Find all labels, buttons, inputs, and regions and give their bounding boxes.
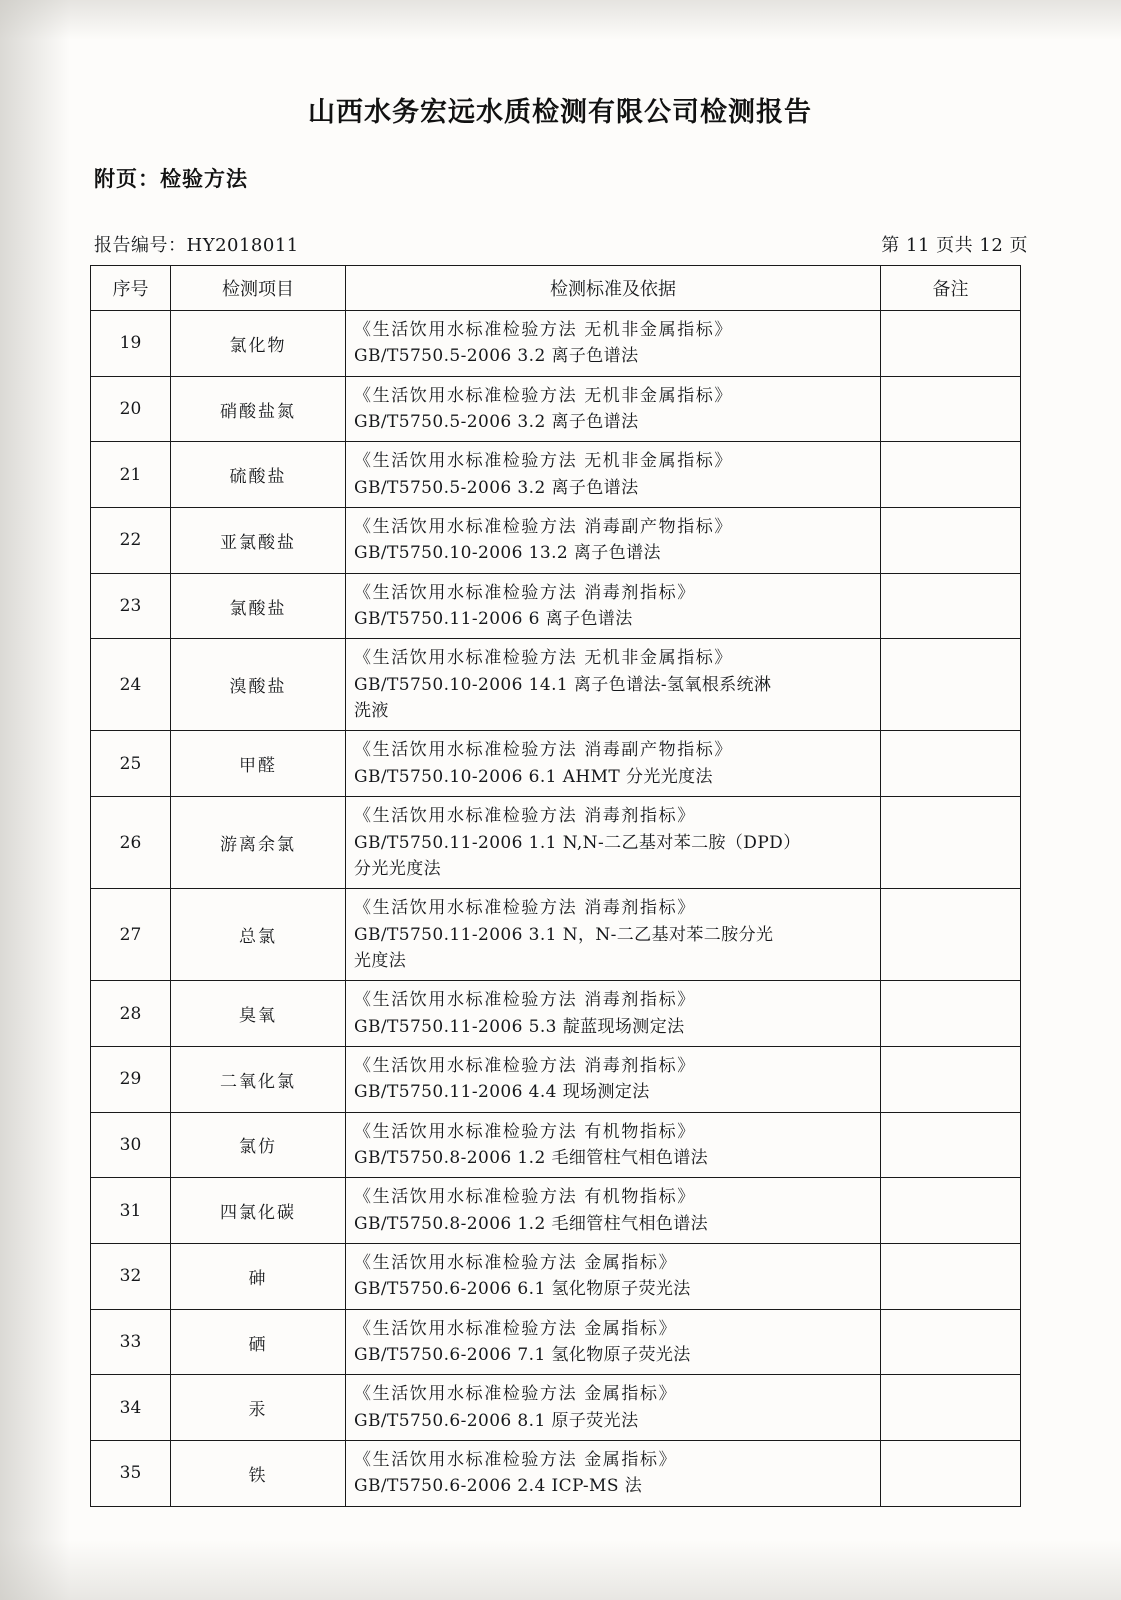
table-header-row — [91, 266, 1021, 311]
cell-item: 溴酸盐 — [171, 639, 346, 731]
cell-remark — [881, 1046, 1021, 1112]
standard-line2: GB/T5750.5-2006 3.2 离子色谱法 — [354, 412, 639, 433]
standard-line3: 光度法 — [354, 950, 407, 971]
scan-shadow-left — [0, 0, 70, 1600]
cell-remark — [881, 1309, 1021, 1375]
column-header-item: 检测项目 — [171, 266, 346, 311]
table-row — [91, 797, 1021, 889]
cell-standard — [346, 1375, 881, 1441]
standard-line2: GB/T5750.6-2006 8.1 原子荧光法 — [354, 1410, 639, 1431]
cell-no: 19 — [91, 311, 171, 377]
cell-no: 26 — [91, 797, 171, 889]
table-row — [91, 376, 1021, 442]
cell-item: 臭氧 — [171, 981, 346, 1047]
standard-line2: GB/T5750.5-2006 3.2 离子色谱法 — [354, 346, 639, 367]
cell-item: 二氧化氯 — [171, 1046, 346, 1112]
page-number: 第 11 页共 12 页 — [881, 235, 1028, 256]
cell-remark — [881, 1375, 1021, 1441]
standard-line2: GB/T5750.6-2006 2.4 ICP-MS 法 — [354, 1476, 643, 1497]
standard-line2: GB/T5750.11-2006 5.3 靛蓝现场测定法 — [354, 1016, 685, 1037]
standard-line2: GB/T5750.8-2006 1.2 毛细管柱气相色谱法 — [354, 1213, 709, 1234]
cell-remark — [881, 639, 1021, 731]
standard-line2: GB/T5750.6-2006 6.1 氢化物原子荧光法 — [354, 1279, 691, 1300]
table-row — [91, 1178, 1021, 1244]
table-row — [91, 1046, 1021, 1112]
test-methods-table — [90, 265, 1021, 1507]
table-row — [91, 1309, 1021, 1375]
standard-line1: 《生活饮用水标准检验方法 无机非金属指标》 — [354, 451, 734, 472]
scan-shadow-bottom — [0, 1540, 1121, 1600]
cell-standard — [346, 1046, 881, 1112]
cell-no: 27 — [91, 889, 171, 981]
cell-no: 34 — [91, 1375, 171, 1441]
cell-remark — [881, 731, 1021, 797]
table-row — [91, 731, 1021, 797]
cell-item: 铁 — [171, 1441, 346, 1507]
cell-item: 氯化物 — [171, 311, 346, 377]
cell-no: 25 — [91, 731, 171, 797]
column-header-standard: 检测标准及依据 — [346, 266, 881, 311]
cell-remark — [881, 573, 1021, 639]
cell-item: 四氯化碳 — [171, 1178, 346, 1244]
standard-line1: 《生活饮用水标准检验方法 无机非金属指标》 — [354, 648, 734, 669]
document-meta — [94, 231, 1028, 257]
cell-no: 23 — [91, 573, 171, 639]
cell-no: 29 — [91, 1046, 171, 1112]
cell-remark — [881, 508, 1021, 574]
cell-no: 28 — [91, 981, 171, 1047]
standard-line1: 《生活饮用水标准检验方法 消毒剂指标》 — [354, 990, 696, 1011]
standard-line1: 《生活饮用水标准检验方法 无机非金属指标》 — [354, 385, 734, 406]
cell-no: 32 — [91, 1243, 171, 1309]
cell-standard — [346, 1243, 881, 1309]
standard-line1: 《生活饮用水标准检验方法 消毒剂指标》 — [354, 582, 696, 603]
cell-no: 20 — [91, 376, 171, 442]
cell-no: 21 — [91, 442, 171, 508]
cell-no: 30 — [91, 1112, 171, 1178]
table-row — [91, 1375, 1021, 1441]
table-row — [91, 889, 1021, 981]
cell-no: 22 — [91, 508, 171, 574]
standard-line1: 《生活饮用水标准检验方法 金属指标》 — [354, 1450, 678, 1471]
cell-standard — [346, 1309, 881, 1375]
table-row — [91, 573, 1021, 639]
cell-item: 甲醛 — [171, 731, 346, 797]
standard-line2: GB/T5750.11-2006 3.1 N，N-二乙基对苯二胺分光 — [354, 924, 774, 945]
cell-standard — [346, 889, 881, 981]
cell-standard — [346, 981, 881, 1047]
standard-line1: 《生活饮用水标准检验方法 消毒剂指标》 — [354, 806, 696, 827]
standard-line2: GB/T5750.11-2006 4.4 现场测定法 — [354, 1082, 650, 1103]
cell-item: 氯仿 — [171, 1112, 346, 1178]
cell-item: 硫酸盐 — [171, 442, 346, 508]
column-header-no: 序号 — [91, 266, 171, 311]
standard-line1: 《生活饮用水标准检验方法 消毒副产物指标》 — [354, 517, 734, 538]
cell-standard — [346, 508, 881, 574]
standard-line1: 《生活饮用水标准检验方法 有机物指标》 — [354, 1121, 696, 1142]
standard-line1: 《生活饮用水标准检验方法 消毒剂指标》 — [354, 1055, 696, 1076]
table-row — [91, 311, 1021, 377]
standard-line2: GB/T5750.10-2006 6.1 AHMT 分光光度法 — [354, 766, 713, 787]
table-row — [91, 1112, 1021, 1178]
document-subtitle: 附页：检验方法 — [94, 166, 248, 191]
standard-line3: 分光光度法 — [354, 858, 441, 879]
cell-item: 硝酸盐氮 — [171, 376, 346, 442]
cell-item: 氯酸盐 — [171, 573, 346, 639]
standard-line2: GB/T5750.6-2006 7.1 氢化物原子荧光法 — [354, 1345, 691, 1365]
cell-remark — [881, 1243, 1021, 1309]
standard-line1: 《生活饮用水标准检验方法 金属指标》 — [354, 1384, 678, 1405]
standard-line2: GB/T5750.8-2006 1.2 毛细管柱气相色谱法 — [354, 1147, 709, 1168]
cell-remark — [881, 797, 1021, 889]
standard-line2: GB/T5750.10-2006 14.1 离子色谱法-氢氧根系统淋 — [354, 674, 772, 695]
standard-line1: 《生活饮用水标准检验方法 消毒副产物指标》 — [354, 740, 734, 761]
standard-line2: GB/T5750.11-2006 6 离子色谱法 — [354, 609, 633, 630]
cell-standard — [346, 376, 881, 442]
cell-remark — [881, 981, 1021, 1047]
cell-standard — [346, 442, 881, 508]
standard-line3: 洗液 — [354, 701, 389, 722]
cell-standard — [346, 1441, 881, 1507]
cell-item: 砷 — [171, 1243, 346, 1309]
cell-remark — [881, 442, 1021, 508]
cell-no: 24 — [91, 639, 171, 731]
cell-no: 33 — [91, 1309, 171, 1375]
cell-standard — [346, 639, 881, 731]
table-row — [91, 1243, 1021, 1309]
standard-line2: GB/T5750.11-2006 1.1 N,N-二乙基对苯二胺（DPD） — [354, 832, 801, 853]
standard-line1: 《生活饮用水标准检验方法 消毒剂指标》 — [354, 898, 696, 919]
cell-remark — [881, 1112, 1021, 1178]
cell-item: 亚氯酸盐 — [171, 508, 346, 574]
cell-remark — [881, 889, 1021, 981]
standard-line2: GB/T5750.5-2006 3.2 离子色谱法 — [354, 477, 639, 498]
report-number: 报告编号：HY2018011 — [94, 235, 299, 256]
standard-line1: 《生活饮用水标准检验方法 有机物指标》 — [354, 1187, 696, 1208]
table-row — [91, 1441, 1021, 1507]
cell-standard — [346, 797, 881, 889]
scan-shadow-top — [0, 0, 1121, 40]
cell-remark — [881, 311, 1021, 377]
cell-item: 硒 — [171, 1309, 346, 1375]
standard-line2: GB/T5750.10-2006 13.2 离子色谱法 — [354, 543, 661, 564]
table-row — [91, 442, 1021, 508]
document-content — [80, 90, 1040, 1507]
standard-line1: 《生活饮用水标准检验方法 金属指标》 — [354, 1318, 678, 1339]
cell-item: 游离余氯 — [171, 797, 346, 889]
cell-standard — [346, 1112, 881, 1178]
table-row — [91, 981, 1021, 1047]
cell-remark — [881, 1441, 1021, 1507]
cell-remark — [881, 376, 1021, 442]
table-row — [91, 639, 1021, 731]
cell-remark — [881, 1178, 1021, 1244]
standard-line1: 《生活饮用水标准检验方法 无机非金属指标》 — [354, 320, 734, 340]
cell-item: 汞 — [171, 1375, 346, 1441]
cell-standard — [346, 1178, 881, 1244]
cell-standard — [346, 731, 881, 797]
cell-item: 总氯 — [171, 889, 346, 981]
table-row — [91, 508, 1021, 574]
column-header-remark: 备注 — [881, 266, 1021, 311]
cell-no: 35 — [91, 1441, 171, 1507]
page-title: 山西水务宏远水质检测有限公司检测报告 — [308, 97, 812, 128]
standard-line1: 《生活饮用水标准检验方法 金属指标》 — [354, 1252, 678, 1273]
cell-standard — [346, 311, 881, 377]
cell-standard — [346, 573, 881, 639]
cell-no: 31 — [91, 1178, 171, 1244]
